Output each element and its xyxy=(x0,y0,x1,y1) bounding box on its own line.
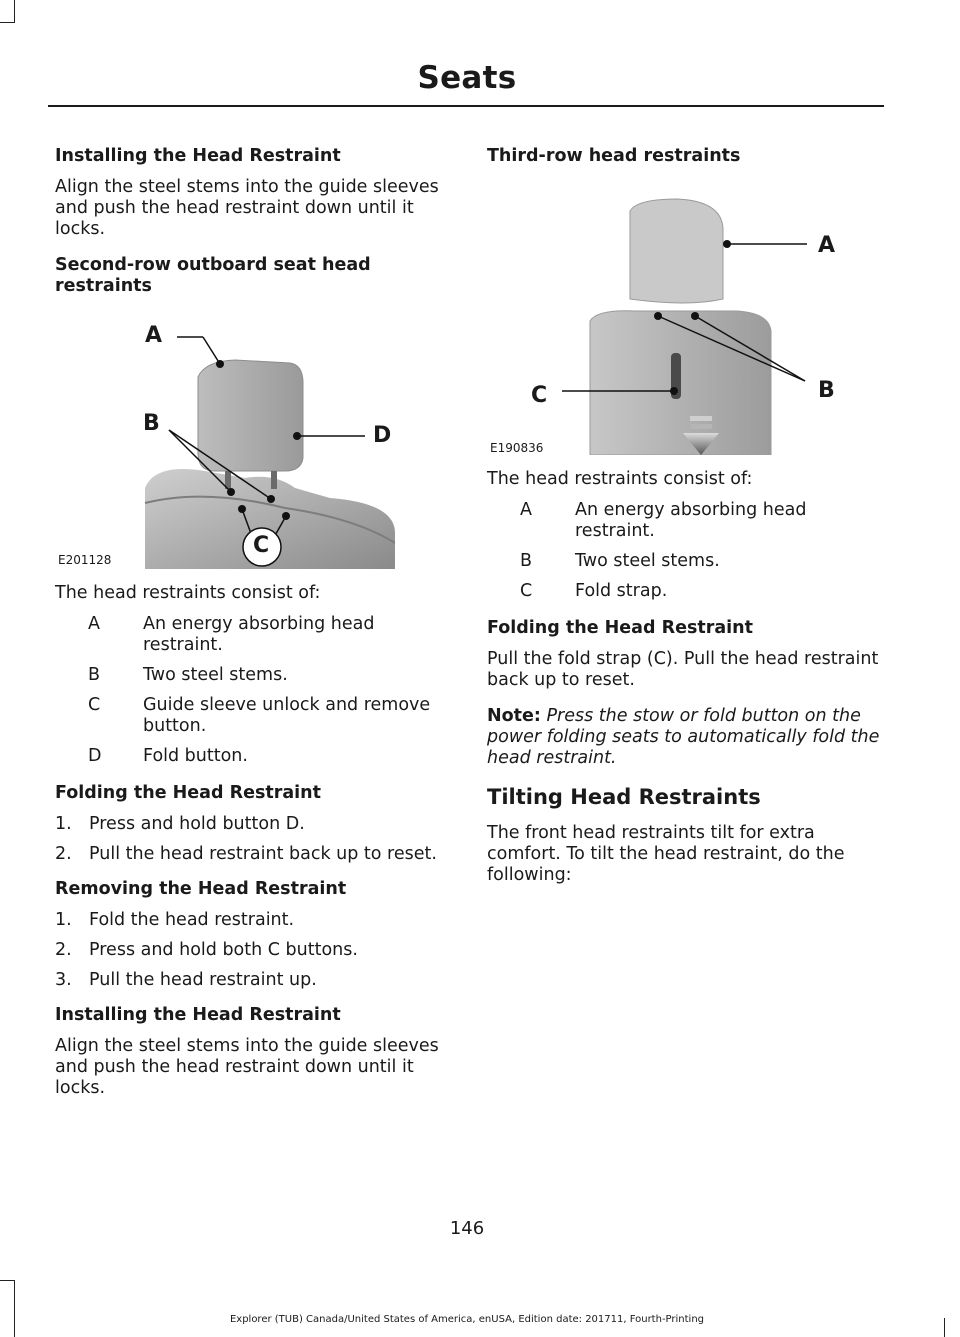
consist-intro: The head restraints consist of: xyxy=(487,469,753,489)
paragraph-tilt: The front head restraints tilt for extra comfort. To tilt the head restraint, do the following: xyxy=(487,823,845,885)
note-text: Press the stow or fold button on the power folding seats to automatically fold the head restraint. xyxy=(487,706,880,768)
callout-c: C xyxy=(531,383,548,408)
heading-installing-head-restraint: Installing the Head Restraint xyxy=(55,1005,341,1025)
list-item: C Guide sleeve unlock and remove button. xyxy=(88,695,431,736)
list-item: 2. Press and hold both C buttons. xyxy=(55,940,358,960)
crop-mark xyxy=(0,22,15,23)
paragraph-install: Align the steel stems into the guide sleeves and push the head restraint down until it locks. xyxy=(55,1036,439,1098)
figure-id: E190836 xyxy=(490,441,544,455)
heading-removing: Removing the Head Restraint xyxy=(55,879,347,899)
list-item: D Fold button. xyxy=(88,746,248,766)
fold-steps xyxy=(55,814,451,865)
header-divider xyxy=(48,105,884,107)
figure-third-row-head-restraint xyxy=(487,171,836,455)
list-item: C Fold strap. xyxy=(520,581,668,601)
list-item: B Two steel stems. xyxy=(88,665,288,685)
crop-mark xyxy=(14,1280,15,1337)
callout-a: A xyxy=(145,323,163,348)
callout-c: C xyxy=(253,533,270,558)
list-item: A An energy absorbing head restraint. xyxy=(88,614,375,655)
left-column xyxy=(55,146,451,1114)
third-row-head-restraint-illustration xyxy=(487,171,827,455)
second-row-head-restraint-illustration xyxy=(55,303,395,569)
heading-tilting: Tilting Head Restraints xyxy=(487,785,761,809)
list-item: 2. Pull the head restraint back up to reset. xyxy=(55,844,437,864)
heading-folding: Folding the Head Restraint xyxy=(55,783,321,803)
crop-mark xyxy=(944,1318,945,1337)
page-title: Seats xyxy=(417,60,517,96)
list-item: 1. Press and hold button D. xyxy=(55,814,305,834)
note-label: Note: xyxy=(487,706,541,726)
figure-second-row-head-restraint xyxy=(55,303,395,569)
page-number: 146 xyxy=(449,1218,485,1239)
heading-second-row: Second-row outboard seat head restraints xyxy=(55,255,371,296)
heading-third-row: Third-row head restraints xyxy=(487,146,741,166)
consist-list xyxy=(55,614,451,767)
callout-a: A xyxy=(818,233,836,258)
crop-mark xyxy=(0,1280,15,1281)
callout-b: B xyxy=(818,378,835,403)
note xyxy=(487,706,885,769)
list-item: A An energy absorbing head restraint. xyxy=(520,500,807,541)
consist-intro: The head restraints consist of: xyxy=(55,583,321,603)
footer-text: Explorer (TUB) Canada/United States of America, enUSA, Edition date: 201711, Fourth-Printing xyxy=(229,1314,705,1325)
paragraph-fold: Pull the fold strap (C). Pull the head restraint back up to reset. xyxy=(487,649,879,690)
callout-d: D xyxy=(373,423,392,448)
callout-b: B xyxy=(143,411,160,436)
list-item: 1. Fold the head restraint. xyxy=(55,910,295,930)
figure-id: E201128 xyxy=(58,553,112,567)
list-item: B Two steel stems. xyxy=(520,551,720,571)
crop-mark xyxy=(14,0,15,22)
paragraph-install: Align the steel stems into the guide sleeves and push the head restraint down until it locks. xyxy=(55,177,439,239)
heading-installing-head-restraint: Installing the Head Restraint xyxy=(55,146,341,166)
right-column xyxy=(487,146,885,901)
list-item: 3. Pull the head restraint up. xyxy=(55,970,317,990)
remove-steps xyxy=(55,910,451,991)
heading-folding: Folding the Head Restraint xyxy=(487,618,753,638)
consist-list xyxy=(487,500,885,602)
